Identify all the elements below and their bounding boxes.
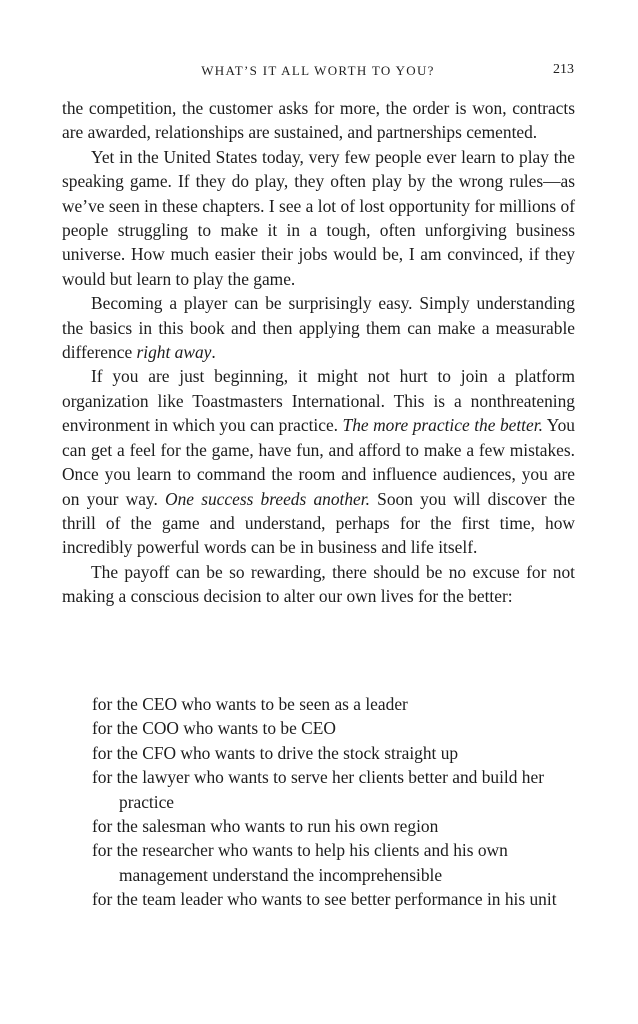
paragraph-4-emphasis-2: One success breeds another. [165,488,370,509]
list-item: for the lawyer who wants to serve her clients better and build her practice [92,767,545,812]
paragraph-1-text: the competition, the customer asks for more, the order is won, contracts are awarded, relationships are sustained, and partnerships cemented. [62,98,575,143]
paragraph-4-text-end: Soon you will discover the thrill of the game and understand, perhaps for the first time, how incredibly powerful words can be in business and life itself. [62,488,575,558]
paragraph-4-text-middle: You can get a feel for the game, have fun, and afford to make a few mistakes. Once you learn to command the room and influence audiences, you are on your way. [62,415,576,509]
paragraph-3-emphasis: right away [136,342,212,363]
paragraph-3-text-end: . [211,342,216,363]
list-item: for the CEO who wants to be seen as a leader [92,694,408,714]
list-item: for the team leader who wants to see better performance in his unit [92,889,557,910]
list-item: for the researcher who wants to help his clients and his own management understand the incomprehensible [92,840,508,885]
paragraph-4 [62,364,575,559]
page-header [62,61,574,83]
paragraph-4-text: If you are just beginning, it might not hurt to join a platform organization like Toastmasters International. This is a nonthreatening environment in which you can practice. [62,366,575,436]
paragraph-4-emphasis-1: The more practice the better. [342,415,543,436]
paragraph-3-text: Becoming a player can be surprisingly easy. Simply understanding the basics in this book and then applying them can make a measurable difference [62,293,575,363]
paragraph-1 [62,96,575,145]
paragraph-2-text: Yet in the United States today, very few people ever learn to play the speaking game. If they do play, they often play by the wrong rules—as we’ve seen in these chapters. I see a lot of lost opportunity for millions of people struggling to make it in a tough, often unforgiving business universe. How much easier their jobs would be, I am convinced, if they would but learn to play the game. [62,146,575,289]
list-item: for the COO who wants to be CEO [92,718,336,739]
page-number: 213 [553,62,574,77]
running-head: WHAT’S IT ALL WORTH TO YOU? [201,63,435,78]
list-item: for the salesman who wants to run his own region [92,816,439,837]
body-text [62,96,575,609]
paragraph-3 [62,291,575,364]
audience-list [92,692,562,912]
list-item: for the CFO who wants to drive the stock straight up [92,742,459,763]
paragraph-5-text: The payoff can be so rewarding, there should be no excuse for not making a conscious decision to alter our own lives for the better: [62,561,575,607]
paragraph-5 [62,560,575,609]
paragraph-2 [62,145,575,291]
